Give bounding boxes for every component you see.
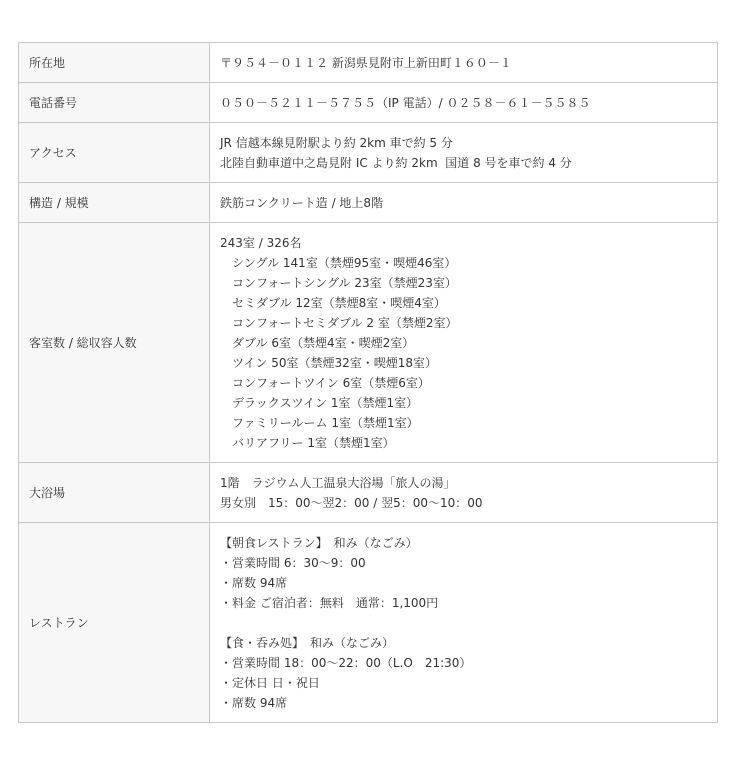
value-line-blank bbox=[220, 613, 707, 633]
value-line: コンフォートツイン 6室（禁煙6室） bbox=[220, 375, 430, 390]
row-bath bbox=[19, 463, 718, 523]
value-line: 男女別 15：00〜翌2：00 / 翌5：00〜10：00 bbox=[220, 495, 483, 510]
value-line: ・営業時間 18：00〜22：00（L.O 21:30） bbox=[220, 655, 472, 670]
row-value bbox=[210, 223, 718, 463]
value-line: デラックスツイン 1室（禁煙1室） bbox=[220, 395, 419, 410]
row-value bbox=[210, 123, 718, 183]
row-restaurant bbox=[19, 523, 718, 723]
row-address bbox=[19, 43, 718, 83]
row-value bbox=[210, 463, 718, 523]
row-label: 大浴場 bbox=[19, 463, 210, 523]
value-line: セミダブル 12室（禁煙8室・喫煙4室） bbox=[220, 295, 446, 310]
value-line: 1階 ラジウム人工温泉大浴場「旅人の湯」 bbox=[220, 475, 456, 490]
row-value bbox=[210, 43, 718, 83]
row-label: レストラン bbox=[19, 523, 210, 723]
value-line: シングル 141室（禁煙95室・喫煙46室） bbox=[220, 255, 457, 270]
row-label: アクセス bbox=[19, 123, 210, 183]
value-line: コンフォートシングル 23室（禁煙23室） bbox=[220, 275, 457, 290]
hotel-info bbox=[18, 42, 718, 723]
row-label: 電話番号 bbox=[19, 83, 210, 123]
row-structure bbox=[19, 183, 718, 223]
value-line: ダブル 6室（禁煙4室・喫煙2室） bbox=[220, 335, 415, 350]
row-access bbox=[19, 123, 718, 183]
value-line: バリアフリー 1室（禁煙1室） bbox=[220, 435, 395, 450]
value-line: 北陸自動車道中之島見附 IC より約 2km 国道 8 号を車で約 4 分 bbox=[220, 155, 572, 170]
row-label: 構造 / 規模 bbox=[19, 183, 210, 223]
value-line: ・席数 94席 bbox=[220, 695, 288, 710]
row-label: 所在地 bbox=[19, 43, 210, 83]
value-line: ・席数 94席 bbox=[220, 575, 288, 590]
value-line: 243室 / 326名 bbox=[220, 235, 302, 250]
row-rooms bbox=[19, 223, 718, 463]
row-value bbox=[210, 183, 718, 223]
row-value bbox=[210, 523, 718, 723]
value-line: 【朝食レストラン】 和み（なごみ） bbox=[220, 535, 418, 550]
info-table bbox=[18, 42, 718, 723]
value-line: 〒９５４－０１１２ 新潟県見附市上新田町１６０－１ bbox=[220, 55, 512, 70]
value-line: ０５０－５２１１－５７５５（IP 電話）/ ０２５８－６１－５５８５ bbox=[220, 95, 591, 110]
value-line: ファミリールーム 1室（禁煙1室） bbox=[220, 415, 419, 430]
value-line: コンフォートセミダブル 2 室（禁煙2室） bbox=[220, 315, 458, 330]
value-line: JR 信越本線見附駅より約 2km 車で約 5 分 bbox=[220, 135, 453, 150]
value-line: ・定休日 日・祝日 bbox=[220, 675, 320, 690]
row-phone bbox=[19, 83, 718, 123]
value-line: 鉄筋コンクリート造 / 地上8階 bbox=[220, 195, 384, 210]
value-line: 【食・呑み処】 和み（なごみ） bbox=[220, 635, 395, 650]
value-line: ・料金 ご宿泊者：無料 通常：1,100円 bbox=[220, 595, 439, 610]
value-line: ・営業時間 6：30〜9：00 bbox=[220, 555, 366, 570]
row-label: 客室数 / 総収容人数 bbox=[19, 223, 210, 463]
value-line: ツイン 50室（禁煙32室・喫煙18室） bbox=[220, 355, 438, 370]
row-value bbox=[210, 83, 718, 123]
